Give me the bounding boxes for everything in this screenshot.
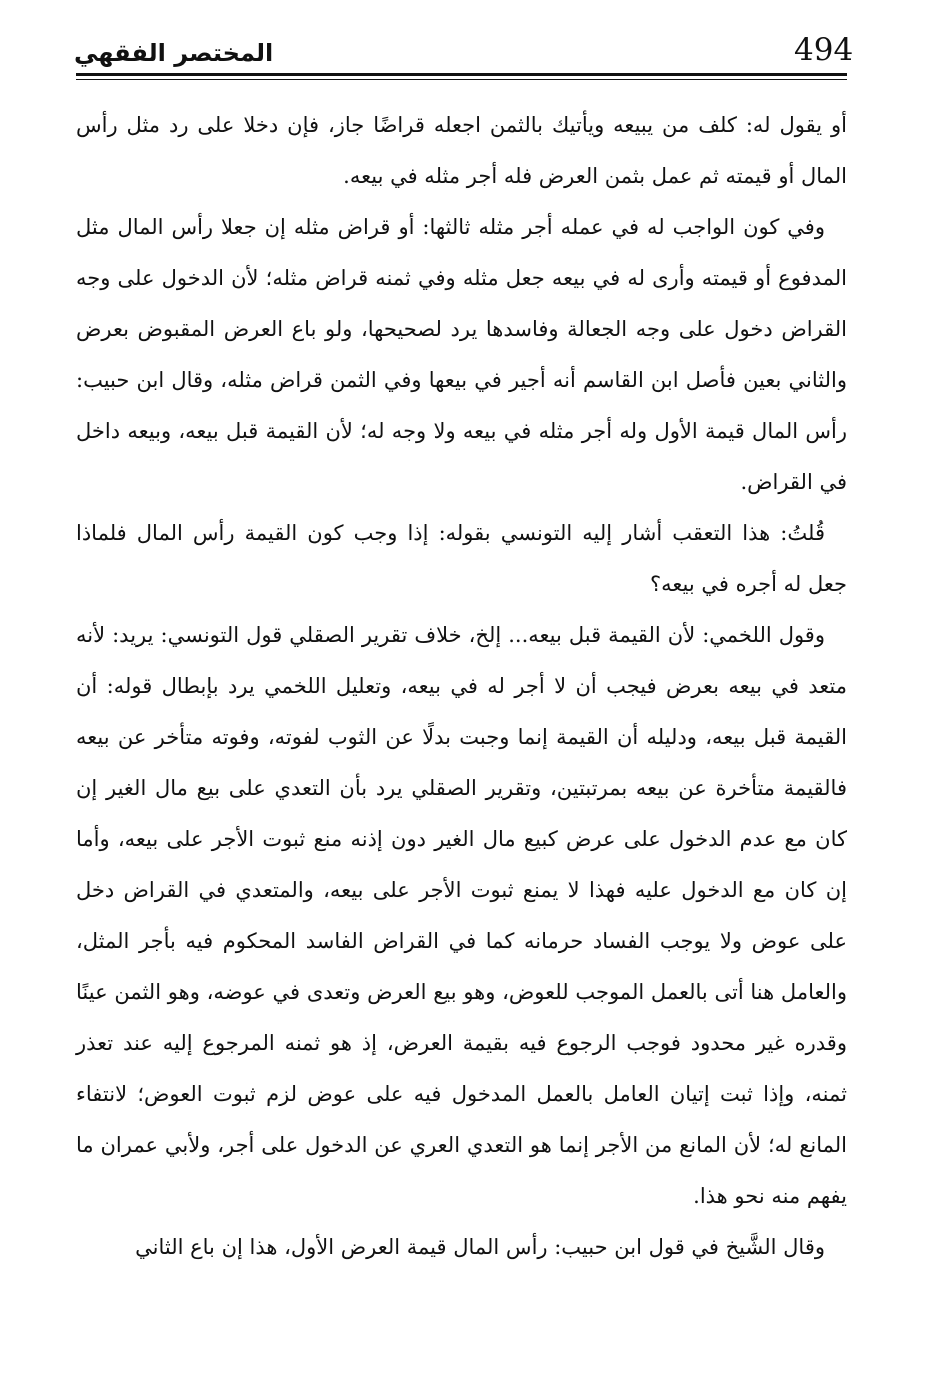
- header-divider-thick: [76, 73, 847, 76]
- main-text: [76, 100, 847, 1273]
- page-header: [74, 24, 854, 76]
- paragraph-3: قُلتُ: هذا التعقب أشار إليه التونسي بقوله: إذا وجب كون القيمة رأس المال فلماذا جعل له أجره في بيعه؟: [76, 521, 847, 596]
- book-title: المختصر الفقهي: [74, 39, 274, 67]
- paragraph-1: أو يقول له: كلف من يبيعه ويأتيك بالثمن اجعله قراضًا جاز، فإن دخلا على رد مثل رأس المال أو قيمته ثم عمل بثمن العرض فله أجر مثله في بيعه.: [76, 113, 847, 188]
- page-number: 494: [794, 32, 854, 68]
- paragraph-2: وفي كون الواجب له في عمله أجر مثله ثالثها: أو قراض مثله إن جعلا رأس المال مثل المدفوع أو قيمته وأرى له في بيعه جعل مثله وفي ثمنه قراض مثله؛ لأن الدخول على وجه القراض دخول على وجه الجعالة وفاسدها يرد لصحيحها، ولو باع العرض المقبوض بعرض والثاني بعين فأصل ابن القاسم أنه أجير في بيعها وفي الثمن قراض مثله، وقال ابن حبيب: رأس المال قيمة الأول وله أجر مثله في بيعه ولا وجه له؛ لأن القيمة قبل بيعه، وبيعه داخل في القراض.: [76, 215, 847, 494]
- paragraph-4: وقول اللخمي: لأن القيمة قبل بيعه... إلخ، خلاف تقرير الصقلي قول التونسي: يريد: لأنه متعد في بيعه بعرض فيجب أن لا أجر له في بيعه، وتعليل اللخمي يرد بإبطال قوله: أن القيمة قبل بيعه، ودليله أن القيمة إنما وجبت بدلًا عن الثوب لفوته، وفوته متأخر عن بيعه فالقيمة متأخرة عن بيعه بمرتبتين، وتقرير الصقلي يرد بأن التعدي على بيع مال الغير إن كان مع عدم الدخول على عرض كبيع مال الغير دون إذنه منع ثبوت الأجر على بيعه، وأما إن كان مع الدخول عليه فهذا لا يمنع ثبوت الأجر على بيعه، والمتعدي في القراض دخل على عوض ولا يوجب الفساد حرمانه كما في القراض الفاسد المحكوم فيه بأجر المثل، والعامل هنا أتى بالعمل الموجب للعوض، وهو بيع العرض وتعدى في عوضه، وهو الثمن عينًا وقدره غير محدود فوجب الرجوع فيه بقيمة العرض، إذ هو ثمنه المرجوع إليه عند تعذر ثمنه، وإذا ثبت إتيان العامل بالعمل المدخول فيه على عوض لزم ثبوت العوض؛ لانتفاء المانع له؛ لأن المانع من الأجر إنما هو التعدي العري عن الدخول على أجر، ولأبي عمران ما يفهم منه نحو هذا.: [76, 623, 847, 1208]
- paragraph-5: وقال الشَّيخ في قول ابن حبيب: رأس المال قيمة العرض الأول، هذا إن باع الثاني: [135, 1235, 825, 1259]
- header-divider-thin: [76, 79, 847, 80]
